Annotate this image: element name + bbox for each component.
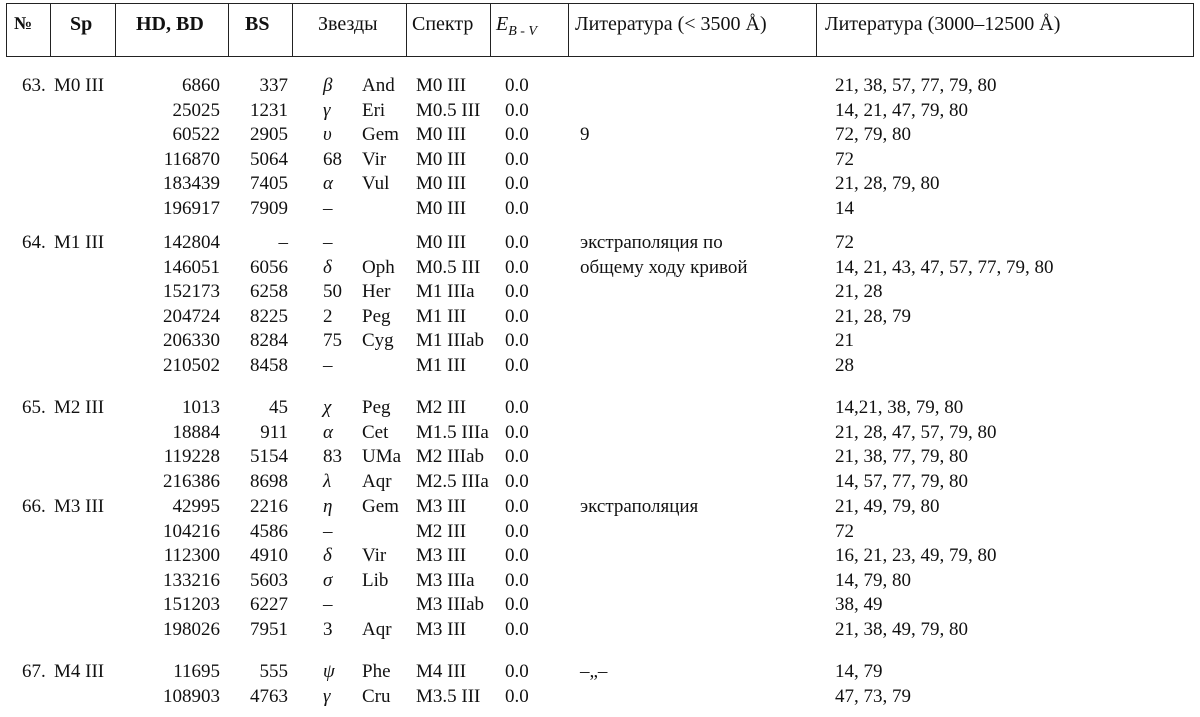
ebv-main: E: [496, 13, 509, 35]
ebv-value: 0.0: [505, 619, 529, 640]
ebv-value: 0.0: [505, 330, 529, 351]
bs-number: 45: [269, 397, 288, 418]
ebv-value: 0.0: [505, 594, 529, 615]
ebv-value: 0.0: [505, 124, 529, 145]
literature-long: 21, 28, 79: [835, 306, 911, 327]
star-symbol: δ: [323, 545, 332, 566]
header-stars: Звезды: [318, 13, 378, 35]
spectrum-class: M3 III: [416, 496, 467, 517]
star-symbol: 50: [323, 281, 342, 302]
header-divider: [490, 3, 491, 57]
hd-number: 6860: [182, 75, 220, 96]
group-number: 63.: [22, 75, 46, 96]
header-divider: [115, 3, 116, 57]
literature-long: 14, 21, 43, 47, 57, 77, 79, 80: [835, 257, 1054, 278]
ebv-value: 0.0: [505, 232, 529, 253]
header-divider: [406, 3, 407, 57]
constellation: UMa: [362, 446, 402, 467]
literature-short: экстраполяция по: [580, 232, 723, 253]
constellation: Peg: [362, 397, 391, 418]
hd-number: 198026: [163, 619, 220, 640]
bs-number: 7405: [250, 173, 288, 194]
hd-number: 210502: [163, 355, 220, 376]
hd-number: 18884: [172, 422, 220, 443]
star-symbol: χ: [323, 397, 332, 418]
ebv-value: 0.0: [505, 446, 529, 467]
bs-number: 8284: [250, 330, 288, 351]
star-symbol: υ: [323, 124, 332, 145]
bs-number: 4910: [250, 545, 288, 566]
header-spectrum: Спектр: [412, 13, 474, 35]
hd-number: 151203: [163, 594, 220, 615]
group-number: 64.: [22, 232, 46, 253]
constellation: Cet: [362, 422, 389, 443]
literature-long: 72: [835, 521, 854, 542]
bs-number: 4586: [250, 521, 288, 542]
constellation: Cyg: [362, 330, 394, 351]
ebv-value: 0.0: [505, 545, 529, 566]
constellation: Eri: [362, 100, 386, 121]
hd-number: 112300: [163, 545, 220, 566]
spectrum-class: M3 III: [416, 619, 467, 640]
hd-number: 133216: [163, 570, 220, 591]
bs-number: 6258: [250, 281, 288, 302]
spectrum-class: M0 III: [416, 173, 467, 194]
star-symbol: –: [323, 232, 333, 253]
constellation: Gem: [362, 496, 399, 517]
star-symbol: 2: [323, 306, 333, 327]
spectrum-class: M1 III: [416, 306, 467, 327]
literature-long: 14, 79, 80: [835, 570, 911, 591]
ebv-sub: B - V: [508, 24, 537, 39]
hd-number: 196917: [163, 198, 220, 219]
star-symbol: γ: [323, 686, 331, 707]
literature-long: 14,21, 38, 79, 80: [835, 397, 964, 418]
star-symbol: β: [323, 75, 333, 96]
hd-number: 42995: [172, 496, 220, 517]
literature-long: 47, 73, 79: [835, 686, 911, 707]
ebv-value: 0.0: [505, 257, 529, 278]
literature-long: 21, 38, 57, 77, 79, 80: [835, 75, 997, 96]
group-sp-class: M1 III: [54, 232, 105, 253]
ebv-value: 0.0: [505, 661, 529, 682]
literature-long: 21, 28: [835, 281, 883, 302]
star-symbol: η: [323, 496, 333, 517]
ebv-value: 0.0: [505, 149, 529, 170]
bs-number: 7951: [250, 619, 288, 640]
hd-number: 119228: [163, 446, 220, 467]
spectrum-class: M0 III: [416, 232, 467, 253]
constellation: Vir: [362, 545, 387, 566]
literature-long: 21, 38, 49, 79, 80: [835, 619, 968, 640]
header-bs: BS: [245, 13, 270, 35]
hd-number: 204724: [163, 306, 220, 327]
header-divider: [568, 3, 569, 57]
bs-number: 911: [260, 422, 288, 443]
constellation: Oph: [362, 257, 395, 278]
ebv-value: 0.0: [505, 422, 529, 443]
literature-long: 72: [835, 149, 854, 170]
literature-short: экстраполяция: [580, 496, 699, 517]
spectrum-class: M2.5 IIIa: [416, 471, 489, 492]
literature-long: 38, 49: [835, 594, 883, 615]
literature-long: 21, 49, 79, 80: [835, 496, 940, 517]
star-symbol: 75: [323, 330, 342, 351]
ebv-value: 0.0: [505, 281, 529, 302]
spectrum-class: M1 III: [416, 355, 467, 376]
hd-number: 11695: [173, 661, 220, 682]
spectrum-class: M3 III: [416, 545, 467, 566]
literature-short: –„–: [580, 661, 608, 682]
hd-number: 60522: [172, 124, 220, 145]
literature-long: 21, 28, 79, 80: [835, 173, 940, 194]
hd-number: 104216: [163, 521, 220, 542]
literature-long: 21: [835, 330, 854, 351]
header-num: №: [14, 13, 33, 33]
bs-number: 8698: [250, 471, 288, 492]
spectrum-class: M3.5 III: [416, 686, 481, 707]
hd-number: 206330: [163, 330, 220, 351]
bs-number: 2905: [250, 124, 288, 145]
spectrum-class: M2 III: [416, 397, 467, 418]
star-symbol: δ: [323, 257, 332, 278]
group-sp-class: M3 III: [54, 496, 105, 517]
hd-number: 183439: [163, 173, 220, 194]
spectrum-class: M2 III: [416, 521, 467, 542]
constellation: Aqr: [362, 471, 392, 492]
spectrum-class: M0 III: [416, 149, 467, 170]
constellation: Phe: [362, 661, 391, 682]
spectrum-class: M4 III: [416, 661, 467, 682]
header-lit-long: Литература (3000–12500 Å): [825, 13, 1061, 35]
bs-number: 5064: [250, 149, 288, 170]
literature-long: 21, 28, 47, 57, 79, 80: [835, 422, 997, 443]
literature-long: 21, 38, 77, 79, 80: [835, 446, 968, 467]
bs-number: 1231: [250, 100, 288, 121]
spectrum-class: M0 III: [416, 124, 467, 145]
bs-number: 2216: [250, 496, 288, 517]
ebv-value: 0.0: [505, 496, 529, 517]
hd-number: 216386: [163, 471, 220, 492]
ebv-value: 0.0: [505, 471, 529, 492]
spectrum-class: M0.5 III: [416, 257, 481, 278]
literature-long: 14, 79: [835, 661, 883, 682]
ebv-value: 0.0: [505, 173, 529, 194]
bs-number: 8225: [250, 306, 288, 327]
bs-number: 5154: [250, 446, 288, 467]
header-lit-short: Литература (< 3500 Å): [575, 13, 767, 35]
hd-number: 146051: [163, 257, 220, 278]
hd-number: 108903: [163, 686, 220, 707]
literature-long: 72: [835, 232, 854, 253]
spectrum-class: M1 IIIa: [416, 281, 475, 302]
star-symbol: α: [323, 422, 333, 443]
star-symbol: ψ: [323, 661, 335, 682]
spectrum-class: M3 IIIa: [416, 570, 475, 591]
header-divider: [816, 3, 817, 57]
star-symbol: α: [323, 173, 333, 194]
ebv-value: 0.0: [505, 306, 529, 327]
literature-long: 72, 79, 80: [835, 124, 911, 145]
group-number: 65.: [22, 397, 46, 418]
star-symbol: –: [323, 521, 333, 542]
bs-number: –: [278, 232, 288, 253]
star-symbol: –: [323, 198, 333, 219]
bs-number: 5603: [250, 570, 288, 591]
constellation: Lib: [362, 570, 389, 591]
constellation: Gem: [362, 124, 399, 145]
group-sp-class: M4 III: [54, 661, 105, 682]
header-sp: Sp: [70, 13, 93, 35]
bs-number: 6056: [250, 257, 288, 278]
constellation: Cru: [362, 686, 391, 707]
literature-short: общему ходу кривой: [580, 257, 748, 278]
header-divider: [50, 3, 51, 57]
ebv-value: 0.0: [505, 521, 529, 542]
constellation: Aqr: [362, 619, 392, 640]
literature-long: 14: [835, 198, 854, 219]
star-symbol: σ: [323, 570, 333, 591]
literature-long: 28: [835, 355, 854, 376]
constellation: Peg: [362, 306, 391, 327]
star-symbol: –: [323, 594, 333, 615]
constellation: Vul: [362, 173, 390, 194]
star-symbol: 3: [323, 619, 333, 640]
spectrum-class: M0.5 III: [416, 100, 481, 121]
bs-number: 555: [259, 661, 288, 682]
literature-long: 14, 21, 47, 79, 80: [835, 100, 968, 121]
ebv-value: 0.0: [505, 570, 529, 591]
hd-number: 1013: [182, 397, 220, 418]
constellation: Vir: [362, 149, 387, 170]
header-hd-bd: HD, BD: [136, 13, 204, 35]
ebv-value: 0.0: [505, 355, 529, 376]
ebv-value: 0.0: [505, 100, 529, 121]
ebv-value: 0.0: [505, 198, 529, 219]
constellation: Her: [362, 281, 391, 302]
ebv-value: 0.0: [505, 397, 529, 418]
header-divider: [228, 3, 229, 57]
spectrum-class: M2 IIIab: [416, 446, 485, 467]
group-number: 66.: [22, 496, 46, 517]
hd-number: 25025: [172, 100, 220, 121]
ebv-value: 0.0: [505, 75, 529, 96]
bs-number: 6227: [250, 594, 288, 615]
constellation: And: [362, 75, 395, 96]
spectrum-class: M0 III: [416, 75, 467, 96]
literature-long: 16, 21, 23, 49, 79, 80: [835, 545, 997, 566]
bs-number: 4763: [250, 686, 288, 707]
bs-number: 8458: [250, 355, 288, 376]
spectrum-class: M1 IIIab: [416, 330, 485, 351]
header-ebv: [496, 13, 537, 40]
star-symbol: –: [323, 355, 333, 376]
group-sp-class: M2 III: [54, 397, 105, 418]
literature-short: 9: [580, 124, 590, 145]
group-sp-class: M0 III: [54, 75, 105, 96]
ebv-value: 0.0: [505, 686, 529, 707]
spectrum-class: M0 III: [416, 198, 467, 219]
hd-number: 116870: [163, 149, 220, 170]
star-symbol: 83: [323, 446, 342, 467]
group-number: 67.: [22, 661, 46, 682]
bs-number: 337: [259, 75, 288, 96]
star-symbol: 68: [323, 149, 342, 170]
spectrum-class: M3 IIIab: [416, 594, 485, 615]
bs-number: 7909: [250, 198, 288, 219]
star-symbol: γ: [323, 100, 331, 121]
star-symbol: λ: [323, 471, 332, 492]
hd-number: 142804: [163, 232, 220, 253]
hd-number: 152173: [163, 281, 220, 302]
header-divider: [292, 3, 293, 57]
literature-long: 14, 57, 77, 79, 80: [835, 471, 968, 492]
spectrum-class: M1.5 IIIa: [416, 422, 489, 443]
